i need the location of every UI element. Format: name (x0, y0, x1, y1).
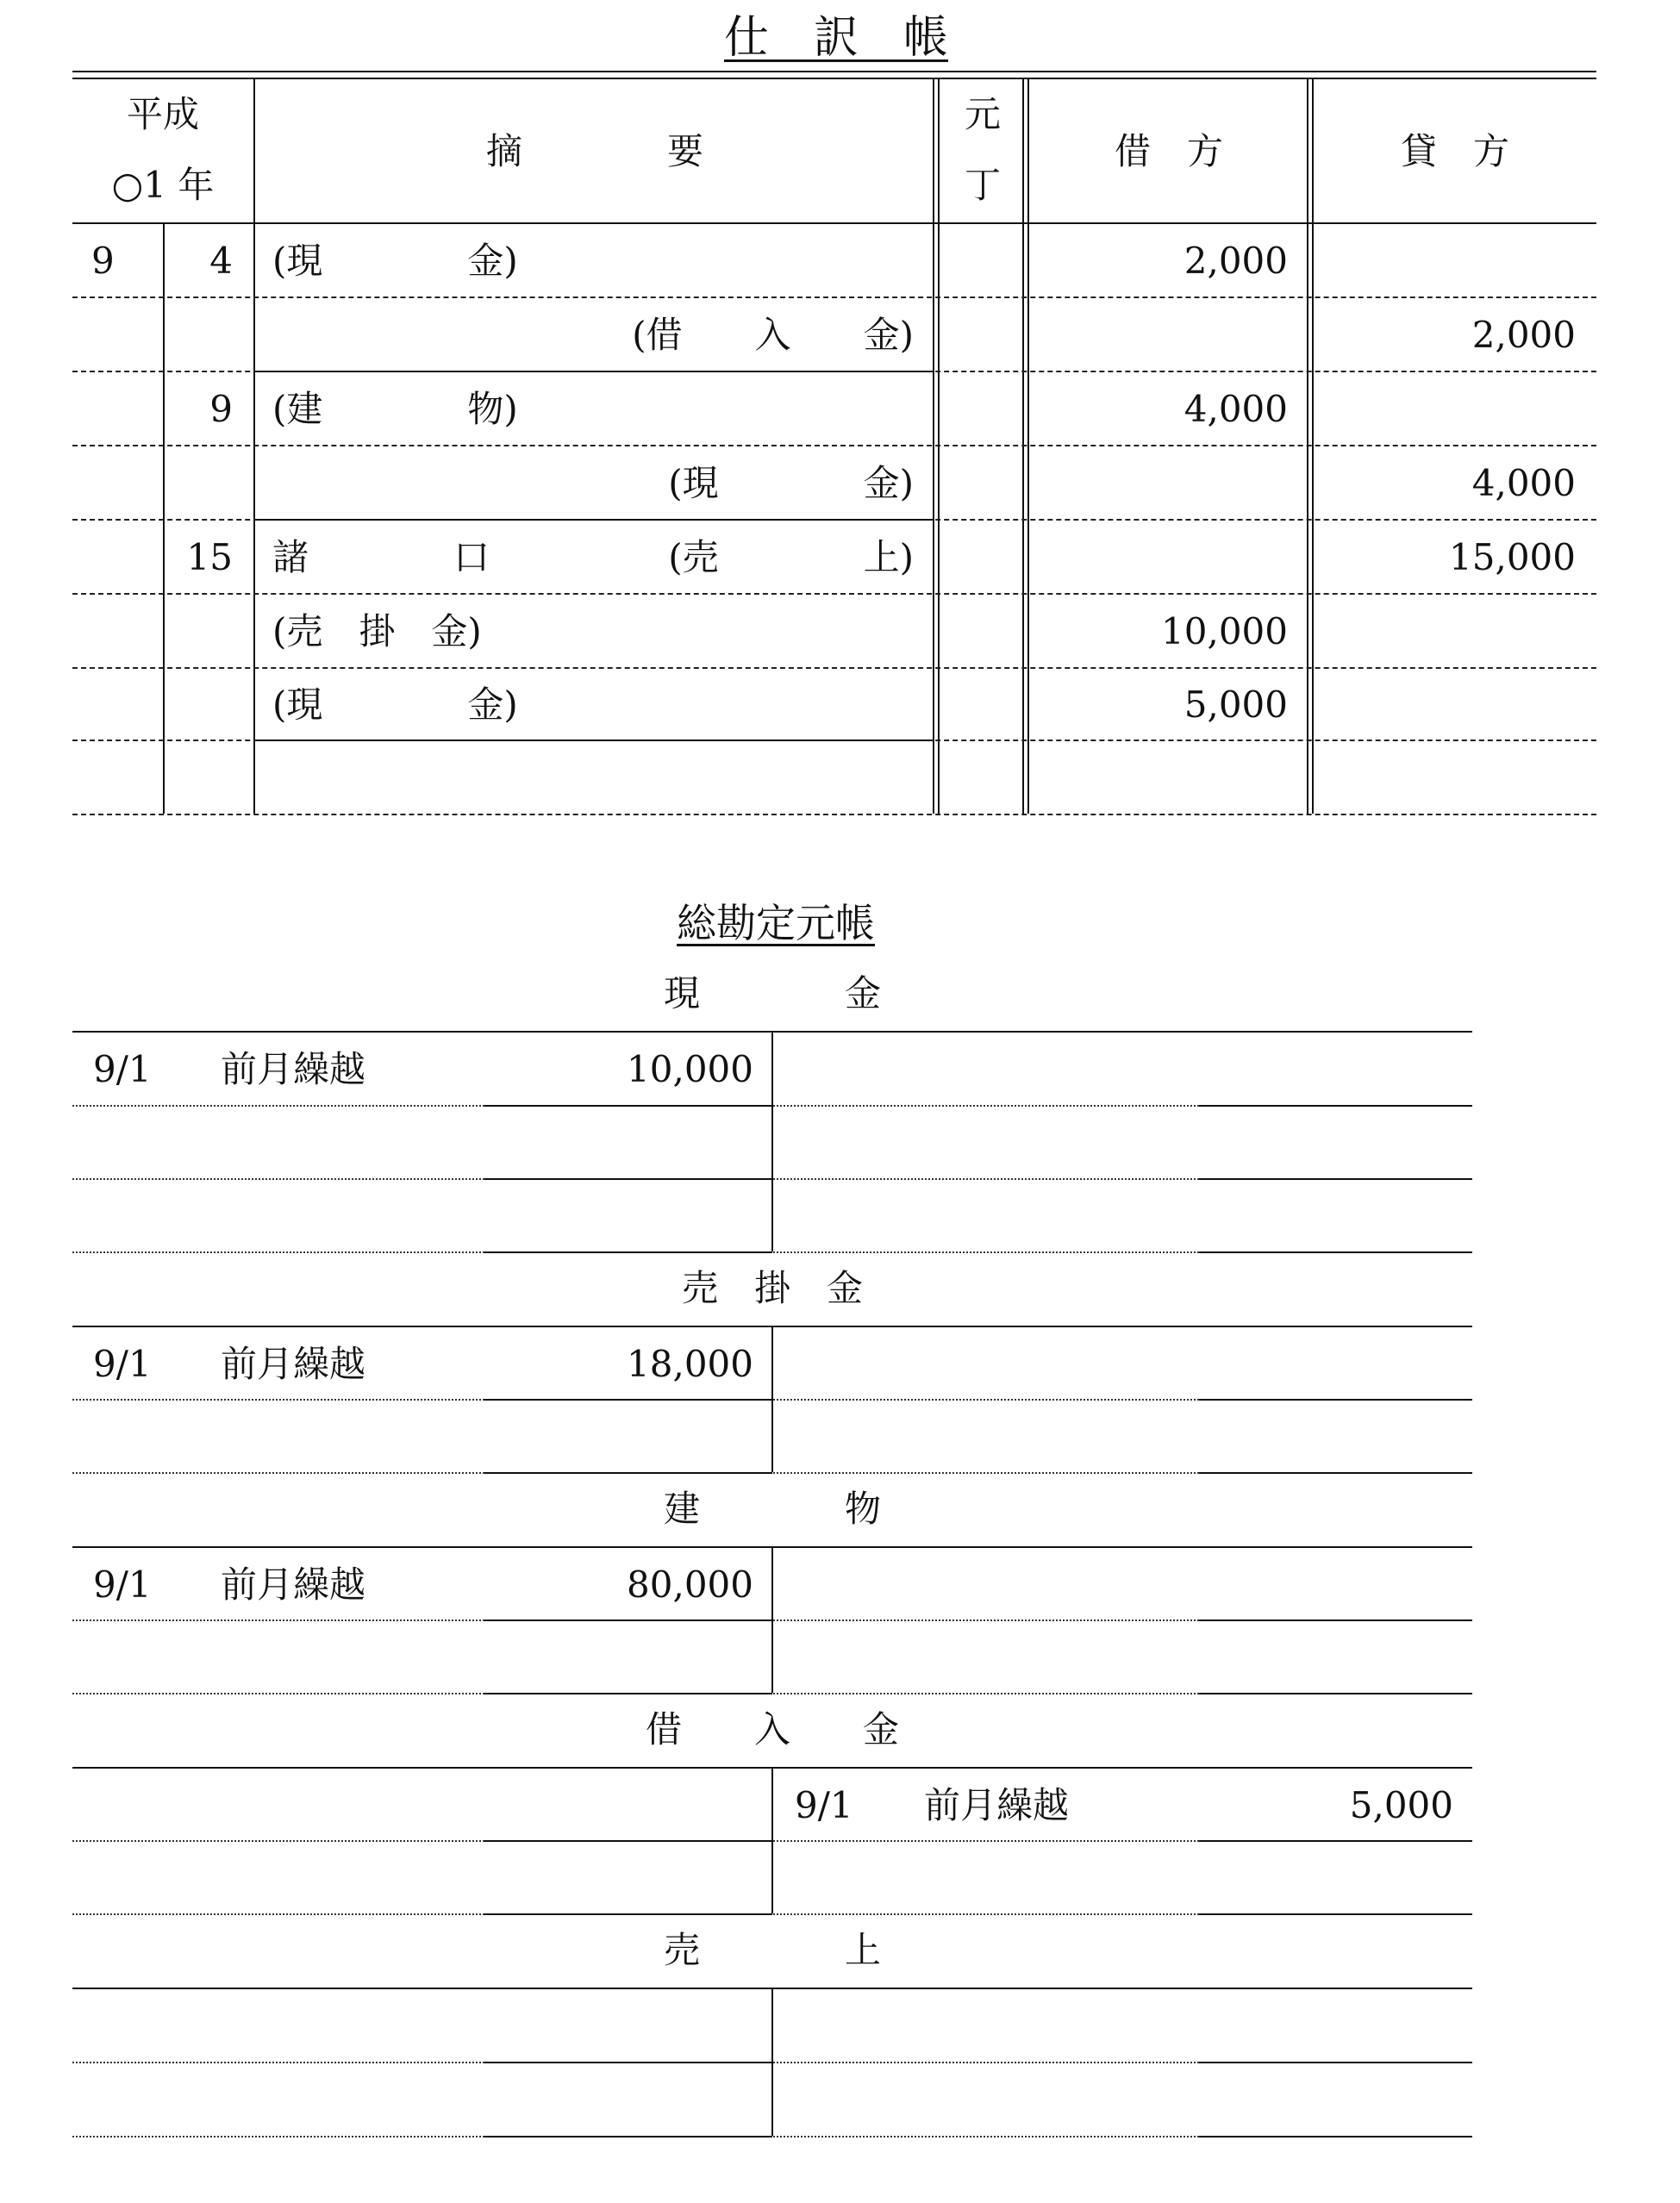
journal-header-era: 平成 (126, 93, 199, 135)
ledger-row-line (773, 1619, 1199, 1621)
journal-vrule-debit-b (1312, 79, 1314, 814)
ledger-row-line (484, 1913, 772, 1915)
journal-header-rule (72, 222, 1596, 224)
ledger-account-name: 売 上 (663, 1929, 881, 1971)
journal-row-credit-account: (売 上) (668, 536, 914, 578)
journal-row-credit: 2,000 (1471, 314, 1576, 356)
journal-entry-line (255, 740, 933, 741)
ledger-row-line (484, 1619, 772, 1621)
journal-header-ledger-ref-1: 元 (964, 93, 1001, 135)
ledger-row-line (484, 2062, 772, 2063)
ledger-row-line (72, 1105, 484, 1107)
ledger-row-line (72, 1399, 484, 1401)
journal-row-debit-account: (現 金) (272, 240, 518, 282)
journal-entry-line (255, 519, 933, 521)
ledger-row-line (773, 2062, 1199, 2063)
ledger-row-line (773, 1913, 1199, 1915)
ledger-row-line (1199, 1840, 1472, 1842)
ledger-row-line (1199, 2062, 1472, 2063)
journal-header-debit: 借 方 (1114, 130, 1223, 172)
ledger-t-divider (771, 1033, 773, 1251)
journal-row-credit-account: (借 入 金) (632, 314, 914, 356)
journal-row-debit: 2,000 (1183, 240, 1288, 282)
ledger-row-line (484, 1178, 772, 1180)
ledger-left-desc: 前月繰越 (221, 1343, 366, 1385)
journal-row-debit: 5,000 (1183, 683, 1288, 726)
ledger-row-line (484, 1399, 772, 1401)
ledger-row-line (1199, 1913, 1472, 1915)
journal-vrule-desc-a (933, 79, 934, 814)
journal-row-debit-account: (売 掛 金) (272, 610, 482, 652)
journal-row-credit-account: (現 金) (668, 462, 914, 504)
ledger-left-amount: 18,000 (627, 1343, 753, 1385)
ledger-title: 総勘定元帳 (677, 900, 875, 946)
journal-header-description: 摘 要 (485, 130, 703, 172)
ledger-left-date: 9/1 (93, 1048, 152, 1090)
ledger-right-desc: 前月繰越 (924, 1784, 1070, 1826)
journal-row-line (72, 296, 1596, 298)
ledger-right-amount: 5,000 (1349, 1784, 1453, 1826)
ledger-row-line (72, 1178, 484, 1180)
ledger-row-line (773, 1472, 1199, 1474)
ledger-row-line (72, 1619, 484, 1621)
journal-header-year: ○1 年 (111, 164, 215, 206)
journal-row-line (72, 814, 1596, 815)
journal-vrule-desc-b (938, 79, 940, 814)
journal-row-line (72, 667, 1596, 669)
journal-row-debit: 4,000 (1183, 388, 1288, 430)
ledger-row-line (773, 1399, 1199, 1401)
journal-header-credit: 貸 方 (1400, 130, 1509, 172)
ledger-account-name: 建 物 (663, 1488, 881, 1530)
ledger-row-line (484, 1840, 772, 1842)
ledger-row-line (72, 1693, 484, 1694)
ledger-account-name: 借 入 金 (645, 1708, 899, 1751)
journal-row-line (72, 593, 1596, 595)
journal-row-line (72, 445, 1596, 446)
ledger-row-line (484, 1105, 772, 1107)
journal-row-debit: 10,000 (1161, 610, 1288, 652)
ledger-row-line (484, 1251, 772, 1253)
ledger-row-line (1199, 1178, 1472, 1180)
ledger-row-line (72, 2136, 484, 2137)
journal-row-debit-account: (現 金) (272, 683, 518, 726)
journal-row-debit-account: 諸 口 (272, 536, 490, 578)
ledger-row-line (484, 2136, 772, 2137)
ledger-row-line (72, 1840, 484, 1842)
journal-row-debit-account: (建 物) (272, 388, 518, 430)
journal-row-month: 9 (91, 240, 115, 282)
ledger-row-line (773, 1178, 1199, 1180)
journal-row-day: 15 (186, 536, 233, 578)
ledger-account-name: 現 金 (663, 972, 881, 1014)
ledger-row-line (773, 1840, 1199, 1842)
ledger-row-line (773, 2136, 1199, 2137)
journal-row-day: 9 (209, 388, 233, 430)
ledger-left-date: 9/1 (93, 1343, 152, 1385)
journal-entry-line (255, 371, 933, 372)
ledger-row-line (484, 1693, 772, 1694)
ledger-row-line (773, 1105, 1199, 1107)
ledger-row-line (1199, 1105, 1472, 1107)
ledger-row-line (1199, 1619, 1472, 1621)
ledger-left-date: 9/1 (93, 1563, 152, 1606)
ledger-row-line (773, 1693, 1199, 1694)
journal-vrule-debit-a (1307, 79, 1308, 814)
journal-title: 仕 訳 帳 (723, 12, 948, 64)
journal-vrule-ref-b (1027, 79, 1029, 814)
ledger-left-desc: 前月繰越 (221, 1048, 366, 1090)
ledger-row-line (72, 2062, 484, 2063)
ledger-row-line (72, 1913, 484, 1915)
ledger-account-name: 売 掛 金 (681, 1267, 863, 1309)
ledger-row-line (484, 1472, 772, 1474)
ledger-row-line (72, 1251, 484, 1253)
journal-vrule-ref-a (1022, 79, 1024, 814)
ledger-row-line (1199, 1399, 1472, 1401)
journal-row-credit: 4,000 (1471, 462, 1576, 504)
ledger-row-line (1199, 1251, 1472, 1253)
journal-top-rule (72, 71, 1596, 72)
journal-header-ledger-ref-2: 丁 (964, 164, 1001, 206)
ledger-row-line (773, 1251, 1199, 1253)
ledger-right-date: 9/1 (795, 1784, 853, 1826)
ledger-left-amount: 10,000 (627, 1048, 753, 1090)
ledger-row-line (1199, 1693, 1472, 1694)
journal-top-rule-2 (72, 78, 1596, 79)
ledger-left-amount: 80,000 (627, 1563, 753, 1606)
journal-row-credit: 15,000 (1449, 536, 1576, 578)
journal-vrule-date (253, 79, 255, 814)
ledger-row-line (1199, 2136, 1472, 2137)
ledger-row-line (72, 1472, 484, 1474)
journal-row-day: 4 (209, 240, 233, 282)
ledger-left-desc: 前月繰越 (221, 1563, 366, 1606)
ledger-row-line (1199, 1472, 1472, 1474)
